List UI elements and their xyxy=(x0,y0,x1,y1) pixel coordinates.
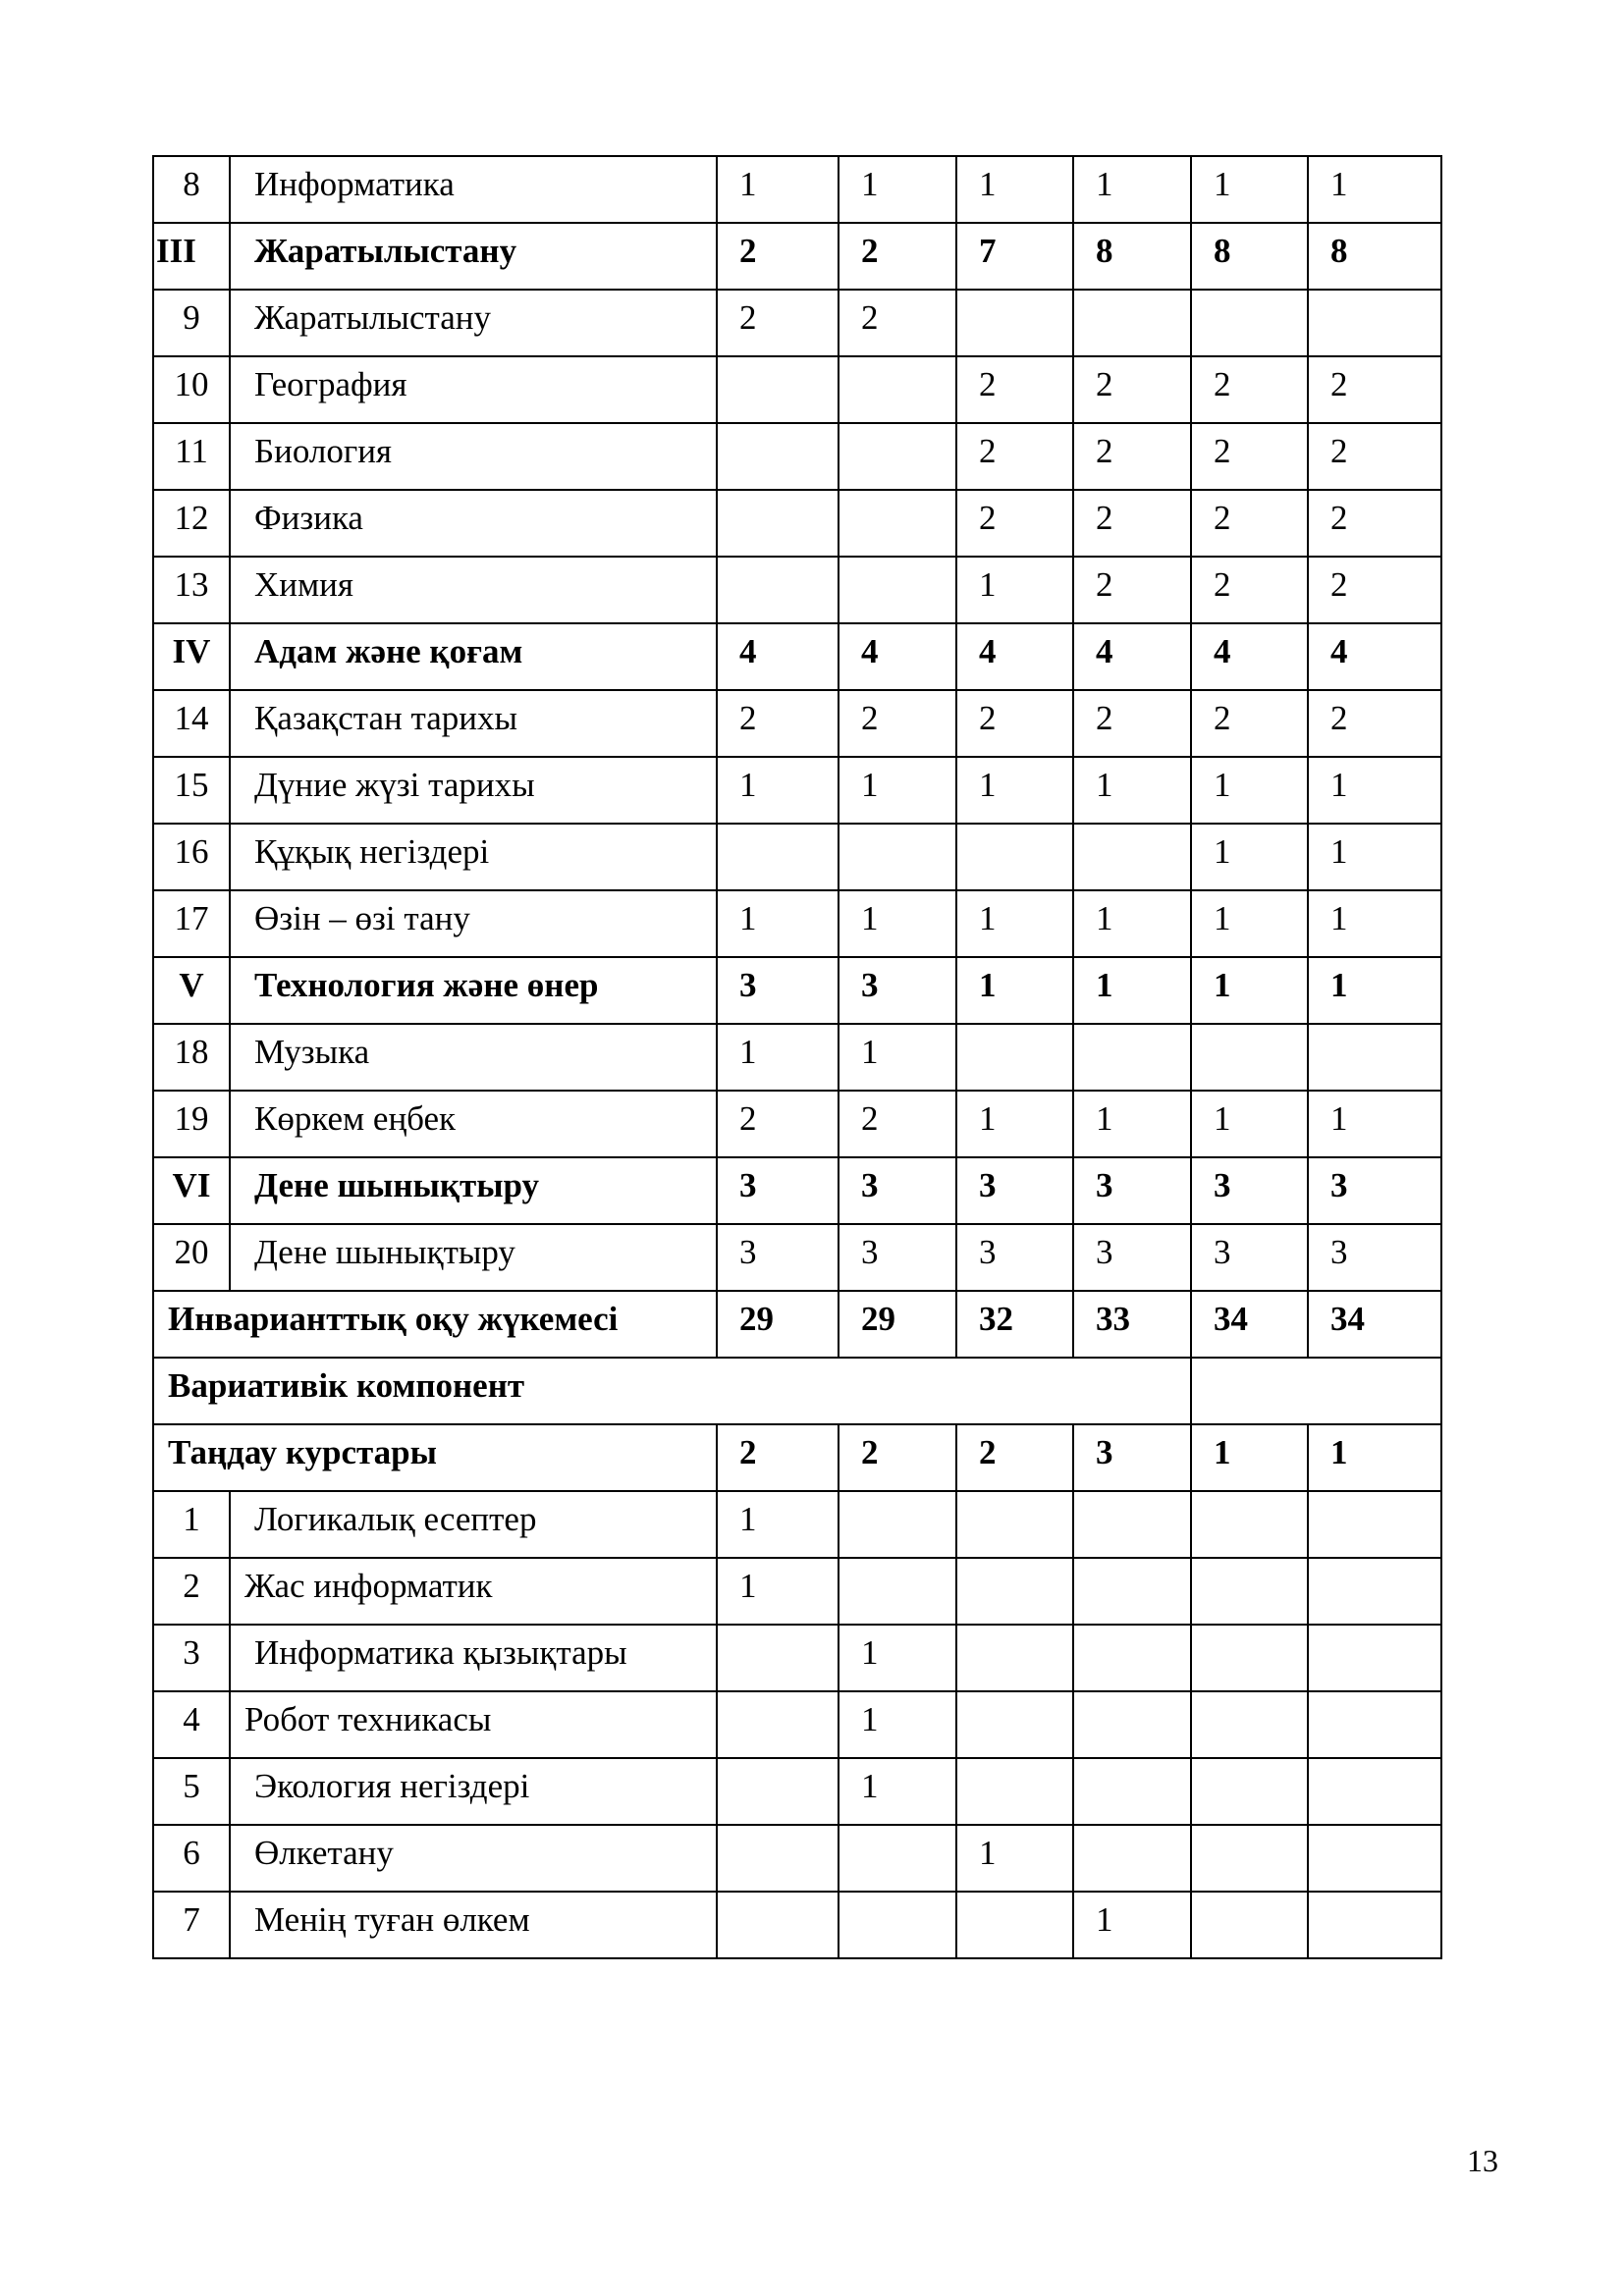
section-number-cell: III xyxy=(153,223,230,290)
subject-name-cell: Дүние жүзі тарихы xyxy=(230,757,717,824)
subject-name-cell: Экология негіздері xyxy=(230,1758,717,1825)
grade-hours-cell: 1 xyxy=(839,1625,956,1691)
curriculum-table xyxy=(152,155,1442,1959)
grade-hours-cell: 2 xyxy=(717,1424,839,1491)
table-row xyxy=(153,1291,1441,1358)
grade-hours-cell xyxy=(839,557,956,623)
table-row xyxy=(153,757,1441,824)
row-number-cell: 18 xyxy=(153,1024,230,1091)
grade-hours-cell xyxy=(717,824,839,890)
grade-hours-cell xyxy=(1191,1691,1308,1758)
row-number-cell: 13 xyxy=(153,557,230,623)
grade-hours-cell: 1 xyxy=(1191,890,1308,957)
grade-hours-cell xyxy=(956,1625,1073,1691)
grade-hours-cell xyxy=(1191,1825,1308,1892)
grade-hours-cell: 2 xyxy=(839,690,956,757)
row-number-cell: 17 xyxy=(153,890,230,957)
subject-name-cell: Өлкетану xyxy=(230,1825,717,1892)
row-number-cell: 8 xyxy=(153,156,230,223)
grade-hours-cell xyxy=(1308,1625,1441,1691)
grade-hours-cell: 4 xyxy=(1308,623,1441,690)
table-row xyxy=(153,1091,1441,1157)
grade-hours-cell: 2 xyxy=(1191,423,1308,490)
grade-hours-cell: 3 xyxy=(1191,1224,1308,1291)
grade-hours-cell xyxy=(839,1892,956,1958)
table-body xyxy=(153,156,1441,1958)
grade-hours-cell: 2 xyxy=(956,490,1073,557)
grade-hours-cell: 3 xyxy=(1073,1424,1191,1491)
grade-hours-cell xyxy=(717,423,839,490)
grade-hours-cell: 2 xyxy=(1191,557,1308,623)
grade-hours-cell: 8 xyxy=(1308,223,1441,290)
table-row xyxy=(153,690,1441,757)
table-row xyxy=(153,290,1441,356)
grade-hours-cell xyxy=(717,1825,839,1892)
grade-hours-cell: 2 xyxy=(956,690,1073,757)
grade-hours-cell: 2 xyxy=(1073,356,1191,423)
grade-hours-cell: 1 xyxy=(1073,1091,1191,1157)
grade-hours-cell: 29 xyxy=(839,1291,956,1358)
grade-hours-cell xyxy=(956,290,1073,356)
grade-hours-cell: 3 xyxy=(956,1157,1073,1224)
grade-hours-cell xyxy=(1073,1691,1191,1758)
table-row xyxy=(153,623,1441,690)
table-row xyxy=(153,1358,1441,1424)
subject-name-cell: Жас информатик xyxy=(230,1558,717,1625)
grade-hours-cell xyxy=(839,1558,956,1625)
grade-hours-cell xyxy=(1308,1024,1441,1091)
grade-hours-cell xyxy=(1191,1024,1308,1091)
grade-hours-cell: 2 xyxy=(956,1424,1073,1491)
grade-hours-cell xyxy=(717,490,839,557)
grade-hours-cell: 3 xyxy=(1308,1157,1441,1224)
row-number-cell: 20 xyxy=(153,1224,230,1291)
table-row xyxy=(153,356,1441,423)
grade-hours-cell: 34 xyxy=(1191,1291,1308,1358)
grade-hours-cell: 7 xyxy=(956,223,1073,290)
grade-hours-cell xyxy=(1073,1758,1191,1825)
section-number-cell: IV xyxy=(153,623,230,690)
grade-hours-cell: 2 xyxy=(1191,356,1308,423)
empty-cell xyxy=(1191,1358,1441,1424)
row-number-cell: 1 xyxy=(153,1491,230,1558)
total-label-cell: Инварианттық оқу жүкемесі xyxy=(153,1291,717,1358)
grade-hours-cell: 32 xyxy=(956,1291,1073,1358)
grade-hours-cell xyxy=(839,356,956,423)
grade-hours-cell: 2 xyxy=(1308,690,1441,757)
grade-hours-cell: 33 xyxy=(1073,1291,1191,1358)
subject-name-cell: Робот техникасы xyxy=(230,1691,717,1758)
grade-hours-cell: 1 xyxy=(839,1024,956,1091)
grade-hours-cell: 1 xyxy=(956,1091,1073,1157)
subject-name-cell: Биология xyxy=(230,423,717,490)
grade-hours-cell: 4 xyxy=(839,623,956,690)
grade-hours-cell xyxy=(956,1892,1073,1958)
grade-hours-cell xyxy=(956,1758,1073,1825)
row-number-cell: 11 xyxy=(153,423,230,490)
subject-name-cell: География xyxy=(230,356,717,423)
grade-hours-cell: 1 xyxy=(839,1758,956,1825)
row-number-cell: 5 xyxy=(153,1758,230,1825)
grade-hours-cell: 1 xyxy=(956,557,1073,623)
grade-hours-cell: 2 xyxy=(1308,490,1441,557)
total-label-cell: Таңдау курстары xyxy=(153,1424,717,1491)
grade-hours-cell xyxy=(717,557,839,623)
table-row xyxy=(153,1491,1441,1558)
grade-hours-cell: 1 xyxy=(839,757,956,824)
grade-hours-cell xyxy=(1191,290,1308,356)
grade-hours-cell xyxy=(1308,1825,1441,1892)
table-row xyxy=(153,1892,1441,1958)
grade-hours-cell xyxy=(1191,1892,1308,1958)
subject-name-cell: Физика xyxy=(230,490,717,557)
grade-hours-cell: 2 xyxy=(717,690,839,757)
grade-hours-cell: 1 xyxy=(717,757,839,824)
subject-name-cell: Көркем еңбек xyxy=(230,1091,717,1157)
grade-hours-cell xyxy=(1073,290,1191,356)
row-number-cell: 9 xyxy=(153,290,230,356)
grade-hours-cell xyxy=(839,1825,956,1892)
grade-hours-cell: 4 xyxy=(717,623,839,690)
grade-hours-cell: 2 xyxy=(1308,423,1441,490)
grade-hours-cell: 34 xyxy=(1308,1291,1441,1358)
table-row xyxy=(153,557,1441,623)
row-number-cell: 10 xyxy=(153,356,230,423)
row-number-cell: 6 xyxy=(153,1825,230,1892)
grade-hours-cell: 1 xyxy=(1073,1892,1191,1958)
grade-hours-cell xyxy=(839,490,956,557)
table-row xyxy=(153,223,1441,290)
row-number-cell: 7 xyxy=(153,1892,230,1958)
grade-hours-cell: 1 xyxy=(839,890,956,957)
grade-hours-cell xyxy=(1073,1558,1191,1625)
grade-hours-cell: 2 xyxy=(717,290,839,356)
subject-name-cell: Өзін – өзі тану xyxy=(230,890,717,957)
grade-hours-cell: 3 xyxy=(1073,1224,1191,1291)
grade-hours-cell: 1 xyxy=(717,1024,839,1091)
grade-hours-cell xyxy=(1308,1691,1441,1758)
section-name-cell: Адам және қоғам xyxy=(230,623,717,690)
grade-hours-cell: 1 xyxy=(1073,890,1191,957)
row-number-cell: 14 xyxy=(153,690,230,757)
table-row xyxy=(153,490,1441,557)
grade-hours-cell xyxy=(1191,1758,1308,1825)
grade-hours-cell: 1 xyxy=(1308,1424,1441,1491)
subject-name-cell: Химия xyxy=(230,557,717,623)
grade-hours-cell xyxy=(1073,1825,1191,1892)
table-row xyxy=(153,423,1441,490)
grade-hours-cell xyxy=(717,356,839,423)
section-name-cell: Жаратылыстану xyxy=(230,223,717,290)
grade-hours-cell xyxy=(1308,1558,1441,1625)
grade-hours-cell xyxy=(1073,824,1191,890)
grade-hours-cell xyxy=(1308,1491,1441,1558)
grade-hours-cell xyxy=(956,1691,1073,1758)
table-row xyxy=(153,890,1441,957)
grade-hours-cell xyxy=(1308,1758,1441,1825)
row-number-cell: 2 xyxy=(153,1558,230,1625)
subject-name-cell: Логикалық есептер xyxy=(230,1491,717,1558)
table-row xyxy=(153,1157,1441,1224)
grade-hours-cell: 1 xyxy=(1308,957,1441,1024)
grade-hours-cell: 3 xyxy=(839,1157,956,1224)
table-row xyxy=(153,1024,1441,1091)
grade-hours-cell: 3 xyxy=(1191,1157,1308,1224)
grade-hours-cell: 2 xyxy=(1308,557,1441,623)
grade-hours-cell: 2 xyxy=(956,423,1073,490)
row-number-cell: 3 xyxy=(153,1625,230,1691)
grade-hours-cell: 2 xyxy=(717,1091,839,1157)
grade-hours-cell: 3 xyxy=(717,1157,839,1224)
grade-hours-cell: 1 xyxy=(1308,1091,1441,1157)
grade-hours-cell xyxy=(956,1491,1073,1558)
subject-name-cell: Қазақстан тарихы xyxy=(230,690,717,757)
grade-hours-cell xyxy=(1308,290,1441,356)
grade-hours-cell xyxy=(839,1491,956,1558)
grade-hours-cell: 1 xyxy=(956,890,1073,957)
section-name-cell: Технология және өнер xyxy=(230,957,717,1024)
grade-hours-cell: 2 xyxy=(717,223,839,290)
grade-hours-cell: 2 xyxy=(1073,690,1191,757)
grade-hours-cell xyxy=(1191,1558,1308,1625)
grade-hours-cell: 1 xyxy=(1308,757,1441,824)
grade-hours-cell: 1 xyxy=(1073,957,1191,1024)
grade-hours-cell: 2 xyxy=(839,223,956,290)
table-row xyxy=(153,1558,1441,1625)
grade-hours-cell xyxy=(717,1892,839,1958)
table-row xyxy=(153,824,1441,890)
grade-hours-cell: 2 xyxy=(1073,557,1191,623)
grade-hours-cell: 1 xyxy=(956,757,1073,824)
grade-hours-cell xyxy=(1073,1491,1191,1558)
table-row xyxy=(153,1224,1441,1291)
grade-hours-cell xyxy=(839,423,956,490)
grade-hours-cell: 1 xyxy=(1073,156,1191,223)
table-row xyxy=(153,1691,1441,1758)
grade-hours-cell xyxy=(839,824,956,890)
grade-hours-cell: 3 xyxy=(717,1224,839,1291)
grade-hours-cell: 4 xyxy=(1191,623,1308,690)
grade-hours-cell: 1 xyxy=(1073,757,1191,824)
grade-hours-cell: 1 xyxy=(717,890,839,957)
grade-hours-cell xyxy=(956,824,1073,890)
grade-hours-cell: 2 xyxy=(839,1424,956,1491)
grade-hours-cell: 2 xyxy=(1308,356,1441,423)
table-row xyxy=(153,1625,1441,1691)
grade-hours-cell: 2 xyxy=(839,290,956,356)
subject-name-cell: Менің туған өлкем xyxy=(230,1892,717,1958)
grade-hours-cell xyxy=(717,1625,839,1691)
grade-hours-cell: 1 xyxy=(956,957,1073,1024)
subject-name-cell: Дене шынықтыру xyxy=(230,1224,717,1291)
grade-hours-cell: 1 xyxy=(1191,1424,1308,1491)
grade-hours-cell: 1 xyxy=(717,1558,839,1625)
grade-hours-cell xyxy=(1308,1892,1441,1958)
grade-hours-cell: 3 xyxy=(1308,1224,1441,1291)
component-heading-cell: Вариативік компонент xyxy=(153,1358,1191,1424)
grade-hours-cell: 2 xyxy=(839,1091,956,1157)
grade-hours-cell: 1 xyxy=(1191,757,1308,824)
grade-hours-cell: 3 xyxy=(717,957,839,1024)
row-number-cell: 19 xyxy=(153,1091,230,1157)
grade-hours-cell: 29 xyxy=(717,1291,839,1358)
grade-hours-cell: 2 xyxy=(1073,490,1191,557)
section-name-cell: Дене шынықтыру xyxy=(230,1157,717,1224)
grade-hours-cell: 3 xyxy=(1073,1157,1191,1224)
grade-hours-cell: 1 xyxy=(1191,1091,1308,1157)
row-number-cell: 4 xyxy=(153,1691,230,1758)
grade-hours-cell: 1 xyxy=(956,156,1073,223)
grade-hours-cell xyxy=(1191,1625,1308,1691)
section-number-cell: VI xyxy=(153,1157,230,1224)
grade-hours-cell: 1 xyxy=(1191,824,1308,890)
table-row xyxy=(153,1758,1441,1825)
grade-hours-cell: 3 xyxy=(956,1224,1073,1291)
grade-hours-cell xyxy=(956,1024,1073,1091)
subject-name-cell: Информатика xyxy=(230,156,717,223)
table-row xyxy=(153,156,1441,223)
grade-hours-cell: 1 xyxy=(1191,156,1308,223)
page-number: 13 xyxy=(1467,2143,1498,2178)
grade-hours-cell: 1 xyxy=(956,1825,1073,1892)
grade-hours-cell: 1 xyxy=(839,1691,956,1758)
grade-hours-cell xyxy=(1073,1625,1191,1691)
grade-hours-cell xyxy=(1073,1024,1191,1091)
grade-hours-cell: 1 xyxy=(839,156,956,223)
grade-hours-cell xyxy=(1191,1491,1308,1558)
grade-hours-cell: 1 xyxy=(1308,890,1441,957)
table-row xyxy=(153,1424,1441,1491)
subject-name-cell: Музыка xyxy=(230,1024,717,1091)
grade-hours-cell xyxy=(717,1691,839,1758)
grade-hours-cell: 1 xyxy=(1308,824,1441,890)
table-row xyxy=(153,1825,1441,1892)
grade-hours-cell: 2 xyxy=(1191,490,1308,557)
grade-hours-cell: 1 xyxy=(717,1491,839,1558)
row-number-cell: 12 xyxy=(153,490,230,557)
grade-hours-cell: 2 xyxy=(1191,690,1308,757)
subject-name-cell: Құқық негіздері xyxy=(230,824,717,890)
grade-hours-cell: 3 xyxy=(839,1224,956,1291)
grade-hours-cell: 2 xyxy=(1073,423,1191,490)
grade-hours-cell: 1 xyxy=(1308,156,1441,223)
grade-hours-cell xyxy=(717,1758,839,1825)
row-number-cell: 16 xyxy=(153,824,230,890)
grade-hours-cell xyxy=(956,1558,1073,1625)
section-number-cell: V xyxy=(153,957,230,1024)
row-number-cell: 15 xyxy=(153,757,230,824)
grade-hours-cell: 1 xyxy=(717,156,839,223)
grade-hours-cell: 3 xyxy=(839,957,956,1024)
grade-hours-cell: 2 xyxy=(956,356,1073,423)
grade-hours-cell: 1 xyxy=(1191,957,1308,1024)
subject-name-cell: Жаратылыстану xyxy=(230,290,717,356)
grade-hours-cell: 8 xyxy=(1073,223,1191,290)
grade-hours-cell: 8 xyxy=(1191,223,1308,290)
table-row xyxy=(153,957,1441,1024)
grade-hours-cell: 4 xyxy=(956,623,1073,690)
subject-name-cell: Информатика қызықтары xyxy=(230,1625,717,1691)
grade-hours-cell: 4 xyxy=(1073,623,1191,690)
